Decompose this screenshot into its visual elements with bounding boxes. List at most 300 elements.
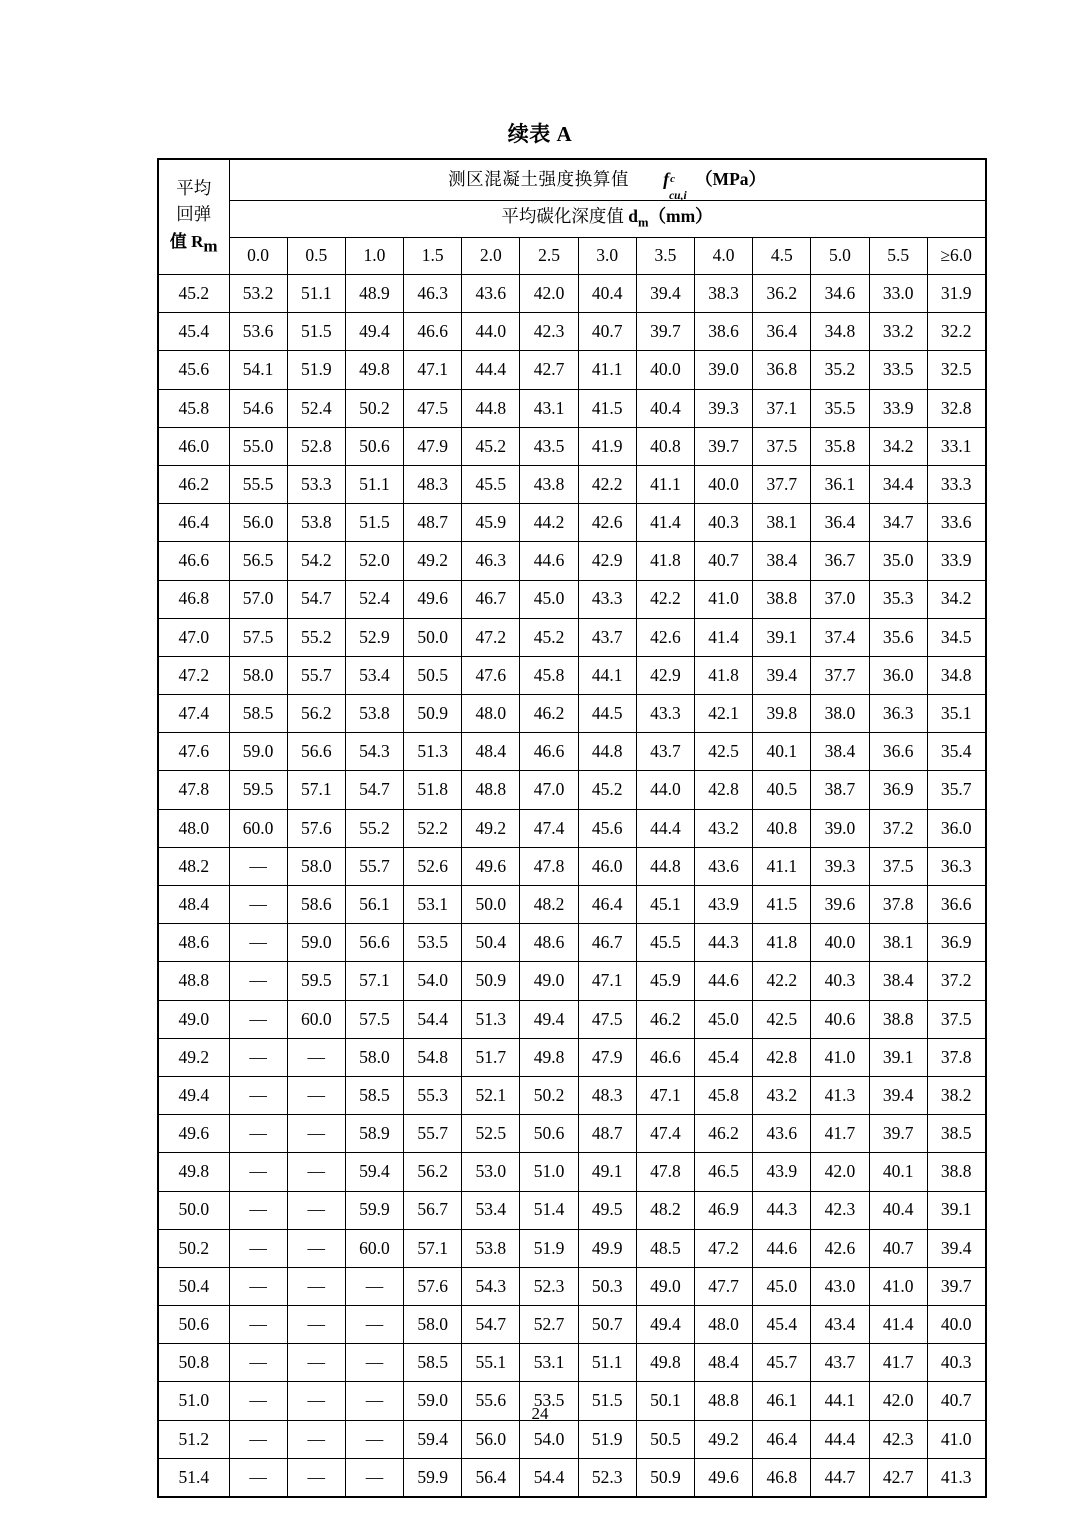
table-cell: 45.2 (578, 771, 636, 809)
table-cell: 56.1 (345, 886, 403, 924)
row-header-value: 46.6 (158, 542, 229, 580)
table-cell: 41.4 (636, 504, 694, 542)
table-cell: 41.4 (695, 618, 753, 656)
row-header-value: 47.4 (158, 695, 229, 733)
table-row (158, 1344, 986, 1382)
table-cell: 50.2 (345, 389, 403, 427)
table-cell: 51.8 (404, 771, 462, 809)
table-cell: 39.7 (869, 1115, 927, 1153)
table-cell: 43.3 (578, 580, 636, 618)
table-cell: 47.0 (520, 771, 578, 809)
table-cell: 46.7 (578, 924, 636, 962)
table-cell: 44.8 (636, 847, 694, 885)
table-cell: 46.1 (753, 1382, 811, 1420)
table-cell: 33.6 (927, 504, 985, 542)
row-header-value: 48.6 (158, 924, 229, 962)
table-cell: 44.5 (578, 695, 636, 733)
table-cell: 45.2 (520, 618, 578, 656)
table-cell: — (287, 1115, 345, 1153)
table-cell: 49.4 (636, 1306, 694, 1344)
table-cell: 41.9 (578, 427, 636, 465)
row-header-value: 51.4 (158, 1458, 229, 1497)
table-cell: 42.0 (520, 275, 578, 313)
table-row (158, 1115, 986, 1153)
table-cell: 59.4 (404, 1420, 462, 1458)
strength-conversion-table-container (157, 158, 985, 1498)
table-cell: 32.2 (927, 313, 985, 351)
table-cell: 42.8 (695, 771, 753, 809)
table-cell: 54.0 (520, 1420, 578, 1458)
table-cell: 53.2 (229, 275, 287, 313)
table-cell: 57.1 (287, 771, 345, 809)
table-cell: — (229, 1191, 287, 1229)
table-cell: 36.3 (869, 695, 927, 733)
table-cell: 51.3 (404, 733, 462, 771)
table-cell: 41.1 (753, 847, 811, 885)
table-row (158, 886, 986, 924)
row-header-value: 45.2 (158, 275, 229, 313)
row-header-value: 49.2 (158, 1038, 229, 1076)
row-header-value: 46.2 (158, 465, 229, 503)
table-cell: 51.5 (287, 313, 345, 351)
table-cell: 34.8 (811, 313, 869, 351)
table-row (158, 695, 986, 733)
table-cell: 58.5 (404, 1344, 462, 1382)
table-cell: 44.4 (462, 351, 520, 389)
row-header-value: 48.4 (158, 886, 229, 924)
table-cell: 39.1 (927, 1191, 985, 1229)
table-cell: 57.1 (404, 1229, 462, 1267)
table-cell: 58.0 (287, 847, 345, 885)
table-cell: 53.5 (520, 1382, 578, 1420)
table-cell: 39.7 (636, 313, 694, 351)
table-cell: 50.9 (636, 1458, 694, 1497)
table-cell: 49.2 (462, 809, 520, 847)
table-cell: 55.7 (345, 847, 403, 885)
table-cell: 51.5 (345, 504, 403, 542)
table-cell: 41.1 (578, 351, 636, 389)
table-cell: 55.2 (287, 618, 345, 656)
table-cell: 38.5 (927, 1115, 985, 1153)
table-cell: — (229, 847, 287, 885)
table-cell: 43.1 (520, 389, 578, 427)
table-cell: 52.5 (462, 1115, 520, 1153)
carbonation-symbol-subscript: m (638, 215, 649, 230)
table-cell: 56.2 (404, 1153, 462, 1191)
table-cell: 40.3 (927, 1344, 985, 1382)
table-cell: 46.4 (578, 886, 636, 924)
table-cell: 51.5 (578, 1382, 636, 1420)
table-cell: 43.4 (811, 1306, 869, 1344)
table-cell: 52.3 (520, 1267, 578, 1305)
table-row (158, 771, 986, 809)
table-cell: 50.9 (404, 695, 462, 733)
table-cell: 36.0 (869, 656, 927, 694)
table-cell: — (229, 1344, 287, 1382)
table-cell: 37.5 (927, 1000, 985, 1038)
row-header-value: 45.8 (158, 389, 229, 427)
table-cell: 41.8 (753, 924, 811, 962)
table-cell: 37.2 (927, 962, 985, 1000)
table-cell: 49.1 (578, 1153, 636, 1191)
table-row (158, 427, 986, 465)
table-cell: 39.8 (753, 695, 811, 733)
table-cell: 58.0 (404, 1306, 462, 1344)
table-cell: 50.5 (636, 1420, 694, 1458)
table-cell: 48.8 (462, 771, 520, 809)
table-cell: 54.3 (462, 1267, 520, 1305)
table-cell: 40.5 (753, 771, 811, 809)
table-cell: 38.8 (927, 1153, 985, 1191)
table-cell: 40.7 (869, 1229, 927, 1267)
table-cell: — (229, 924, 287, 962)
table-cell: 40.4 (869, 1191, 927, 1229)
table-cell: 44.1 (811, 1382, 869, 1420)
table-cell: — (229, 1420, 287, 1458)
table-cell: 58.5 (345, 1076, 403, 1114)
column-header-1.0: 1.0 (345, 238, 403, 275)
row-header-value: 49.4 (158, 1076, 229, 1114)
table-row (158, 809, 986, 847)
table-cell: 49.6 (404, 580, 462, 618)
table-cell: 52.1 (462, 1076, 520, 1114)
row-header-label (158, 159, 229, 275)
table-cell: 49.8 (520, 1038, 578, 1076)
table-cell: 44.3 (695, 924, 753, 962)
table-cell: 42.3 (869, 1420, 927, 1458)
table-cell: 42.0 (869, 1382, 927, 1420)
table-cell: 43.6 (753, 1115, 811, 1153)
table-cell: 49.9 (578, 1229, 636, 1267)
table-row (158, 1000, 986, 1038)
table-cell: 57.6 (287, 809, 345, 847)
table-cell: 46.9 (695, 1191, 753, 1229)
table-cell: — (345, 1458, 403, 1497)
table-cell: 33.2 (869, 313, 927, 351)
table-cell: 40.7 (927, 1382, 985, 1420)
table-row (158, 504, 986, 542)
table-cell: — (287, 1191, 345, 1229)
row-header-value: 51.2 (158, 1420, 229, 1458)
table-body (158, 275, 986, 1498)
table-cell: 42.6 (578, 504, 636, 542)
table-cell: 48.5 (636, 1229, 694, 1267)
table-cell: 51.1 (578, 1344, 636, 1382)
row-header-value: 47.8 (158, 771, 229, 809)
table-row (158, 847, 986, 885)
table-cell: 33.5 (869, 351, 927, 389)
table-cell: 38.4 (811, 733, 869, 771)
page-title: 续表 A (507, 122, 573, 146)
table-cell: 53.8 (345, 695, 403, 733)
table-cell: 42.5 (753, 1000, 811, 1038)
table-cell: 51.7 (462, 1038, 520, 1076)
row-header-value: 48.0 (158, 809, 229, 847)
table-cell: 41.8 (695, 656, 753, 694)
table-cell: 50.3 (578, 1267, 636, 1305)
table-cell: 46.6 (520, 733, 578, 771)
table-cell: 46.2 (695, 1115, 753, 1153)
table-cell: 53.4 (345, 656, 403, 694)
table-cell: 50.0 (462, 886, 520, 924)
table-cell: 44.3 (753, 1191, 811, 1229)
table-cell: 48.4 (695, 1344, 753, 1382)
table-cell: 46.4 (753, 1420, 811, 1458)
table-cell: 43.7 (578, 618, 636, 656)
table-cell: 48.0 (462, 695, 520, 733)
table-cell: 52.2 (404, 809, 462, 847)
table-cell: 48.6 (520, 924, 578, 962)
table-cell: 50.0 (404, 618, 462, 656)
table-cell: 34.6 (811, 275, 869, 313)
table-cell: 40.3 (811, 962, 869, 1000)
table-row (158, 924, 986, 962)
table-cell: — (229, 1229, 287, 1267)
table-cell: — (287, 1076, 345, 1114)
row-header-value: 50.8 (158, 1344, 229, 1382)
table-cell: 41.3 (927, 1458, 985, 1497)
table-cell: 45.0 (695, 1000, 753, 1038)
table-cell: — (287, 1382, 345, 1420)
table-cell: 49.6 (695, 1458, 753, 1497)
row-header-line-3: 值 Rm (169, 231, 218, 256)
table-cell: 42.1 (695, 695, 753, 733)
table-cell: — (287, 1458, 345, 1497)
table-cell: 43.0 (811, 1267, 869, 1305)
table-cell: 44.4 (811, 1420, 869, 1458)
table-cell: 38.4 (753, 542, 811, 580)
row-header-value: 50.4 (158, 1267, 229, 1305)
table-cell: 51.1 (345, 465, 403, 503)
table-row (158, 313, 986, 351)
table-cell: 48.2 (636, 1191, 694, 1229)
table-cell: 39.4 (753, 656, 811, 694)
table-row (158, 1153, 986, 1191)
table-cell: 59.5 (229, 771, 287, 809)
table-cell: 40.4 (578, 275, 636, 313)
table-cell: 35.5 (811, 389, 869, 427)
table-cell: 42.2 (636, 580, 694, 618)
table-cell: 52.3 (578, 1458, 636, 1497)
table-cell: — (229, 1153, 287, 1191)
table-cell: 49.2 (695, 1420, 753, 1458)
row-header-value: 49.8 (158, 1153, 229, 1191)
table-cell: — (287, 1306, 345, 1344)
table-cell: 54.0 (404, 962, 462, 1000)
table-cell: 55.5 (229, 465, 287, 503)
table-cell: — (287, 1153, 345, 1191)
table-cell: 33.0 (869, 275, 927, 313)
table-cell: 55.2 (345, 809, 403, 847)
table-row (158, 656, 986, 694)
table-cell: 38.8 (869, 1000, 927, 1038)
table-cell: 46.6 (404, 313, 462, 351)
table-cell: 35.4 (927, 733, 985, 771)
table-cell: 48.2 (520, 886, 578, 924)
table-cell: 49.4 (345, 313, 403, 351)
table-cell: 38.1 (753, 504, 811, 542)
table-cell: 41.3 (811, 1076, 869, 1114)
row-header-value: 46.4 (158, 504, 229, 542)
table-cell: 37.8 (869, 886, 927, 924)
strength-unit: （MPa） (695, 169, 767, 190)
table-cell: 59.0 (229, 733, 287, 771)
table-cell: 35.2 (811, 351, 869, 389)
table-cell: 41.7 (869, 1344, 927, 1382)
table-cell: 38.8 (753, 580, 811, 618)
table-cell: 45.6 (578, 809, 636, 847)
table-cell: 44.6 (695, 962, 753, 1000)
table-cell: 53.1 (520, 1344, 578, 1382)
row-header-value: 45.6 (158, 351, 229, 389)
table-cell: 39.0 (811, 809, 869, 847)
table-cell: 49.0 (520, 962, 578, 1000)
table-cell: 55.3 (404, 1076, 462, 1114)
table-cell: 51.0 (520, 1153, 578, 1191)
table-cell: 54.1 (229, 351, 287, 389)
table-cell: 39.1 (753, 618, 811, 656)
formula-superscript: c (670, 173, 675, 186)
table-cell: 50.7 (578, 1306, 636, 1344)
table-cell: 41.0 (695, 580, 753, 618)
table-cell: 47.4 (520, 809, 578, 847)
table-cell: 48.7 (404, 504, 462, 542)
strength-conversion-table (157, 158, 987, 1498)
table-cell: 57.0 (229, 580, 287, 618)
table-cell: 42.3 (520, 313, 578, 351)
table-cell: 36.6 (869, 733, 927, 771)
table-cell: 36.0 (927, 809, 985, 847)
table-cell: 44.6 (753, 1229, 811, 1267)
table-cell: 50.6 (345, 427, 403, 465)
table-cell: 59.9 (345, 1191, 403, 1229)
table-cell: 37.1 (753, 389, 811, 427)
table-cell: 41.7 (811, 1115, 869, 1153)
table-cell: 55.7 (404, 1115, 462, 1153)
table-cell: 54.3 (345, 733, 403, 771)
table-cell: 58.0 (345, 1038, 403, 1076)
table-cell: 54.6 (229, 389, 287, 427)
table-cell: 37.7 (811, 656, 869, 694)
table-cell: 56.2 (287, 695, 345, 733)
table-cell: 45.4 (695, 1038, 753, 1076)
table-cell: 36.9 (927, 924, 985, 962)
table-cell: 40.0 (695, 465, 753, 503)
table-cell: 53.4 (462, 1191, 520, 1229)
table-cell: 37.7 (753, 465, 811, 503)
table-cell: 38.2 (927, 1076, 985, 1114)
table-cell: 36.2 (753, 275, 811, 313)
table-cell: 53.8 (287, 504, 345, 542)
table-cell: 41.0 (869, 1267, 927, 1305)
table-cell: 59.0 (404, 1382, 462, 1420)
table-cell: 42.2 (753, 962, 811, 1000)
table-cell: 55.0 (229, 427, 287, 465)
table-cell: 44.1 (578, 656, 636, 694)
table-cell: 40.4 (636, 389, 694, 427)
column-header-2.0: 2.0 (462, 238, 520, 275)
table-cell: 58.6 (287, 886, 345, 924)
table-cell: 53.6 (229, 313, 287, 351)
table-row (158, 618, 986, 656)
table-cell: 44.8 (578, 733, 636, 771)
table-cell: 33.9 (927, 542, 985, 580)
table-cell: 47.6 (462, 656, 520, 694)
table-cell: 46.6 (636, 1038, 694, 1076)
table-cell: 44.2 (520, 504, 578, 542)
table-cell: — (229, 1115, 287, 1153)
carbonation-unit: （mm） (648, 206, 713, 227)
table-cell: — (287, 1229, 345, 1267)
table-cell: 38.1 (869, 924, 927, 962)
table-cell: — (345, 1420, 403, 1458)
column-header-3.0: 3.0 (578, 238, 636, 275)
table-cell: 47.1 (404, 351, 462, 389)
table-cell: 39.4 (869, 1076, 927, 1114)
header-row-carbonation (158, 201, 986, 238)
table-cell: 45.0 (520, 580, 578, 618)
table-cell: 37.0 (811, 580, 869, 618)
table-cell: 40.7 (695, 542, 753, 580)
table-cell: 34.8 (927, 656, 985, 694)
table-cell: 54.8 (404, 1038, 462, 1076)
table-cell: — (345, 1344, 403, 1382)
table-cell: 39.3 (695, 389, 753, 427)
table-cell: 49.5 (578, 1191, 636, 1229)
table-cell: 53.0 (462, 1153, 520, 1191)
table-cell: 46.2 (520, 695, 578, 733)
table-cell: — (345, 1382, 403, 1420)
table-cell: 55.1 (462, 1344, 520, 1382)
table-cell: 38.4 (869, 962, 927, 1000)
table-row (158, 1458, 986, 1497)
table-cell: 43.7 (636, 733, 694, 771)
table-cell: 42.7 (520, 351, 578, 389)
formula-base: f (663, 169, 670, 190)
table-cell: 44.7 (811, 1458, 869, 1497)
table-cell: 31.9 (927, 275, 985, 313)
table-cell: 48.3 (578, 1076, 636, 1114)
table-cell: 56.4 (462, 1458, 520, 1497)
table-cell: 45.5 (636, 924, 694, 962)
table-cell: 40.0 (811, 924, 869, 962)
table-cell: — (229, 1382, 287, 1420)
table-cell: 41.4 (869, 1306, 927, 1344)
table-cell: 37.2 (869, 809, 927, 847)
table-cell: 54.7 (287, 580, 345, 618)
table-cell: 40.8 (636, 427, 694, 465)
table-cell: 45.5 (462, 465, 520, 503)
table-row (158, 542, 986, 580)
row-header-value: 48.2 (158, 847, 229, 885)
table-cell: 44.0 (636, 771, 694, 809)
formula-subscript: cu,i (669, 190, 687, 203)
table-cell: 50.1 (636, 1382, 694, 1420)
table-cell: 45.8 (520, 656, 578, 694)
table-cell: 43.2 (695, 809, 753, 847)
table-cell: 56.0 (229, 504, 287, 542)
table-cell: — (229, 1306, 287, 1344)
row-header-value: 50.0 (158, 1191, 229, 1229)
carbonation-header-cell (229, 201, 986, 238)
table-cell: 54.4 (520, 1458, 578, 1497)
table-cell: 47.4 (636, 1115, 694, 1153)
table-cell: 42.7 (869, 1458, 927, 1497)
table-cell: 49.0 (636, 1267, 694, 1305)
table-cell: 43.5 (520, 427, 578, 465)
column-header-4.5: 4.5 (753, 238, 811, 275)
table-cell: 50.4 (462, 924, 520, 962)
